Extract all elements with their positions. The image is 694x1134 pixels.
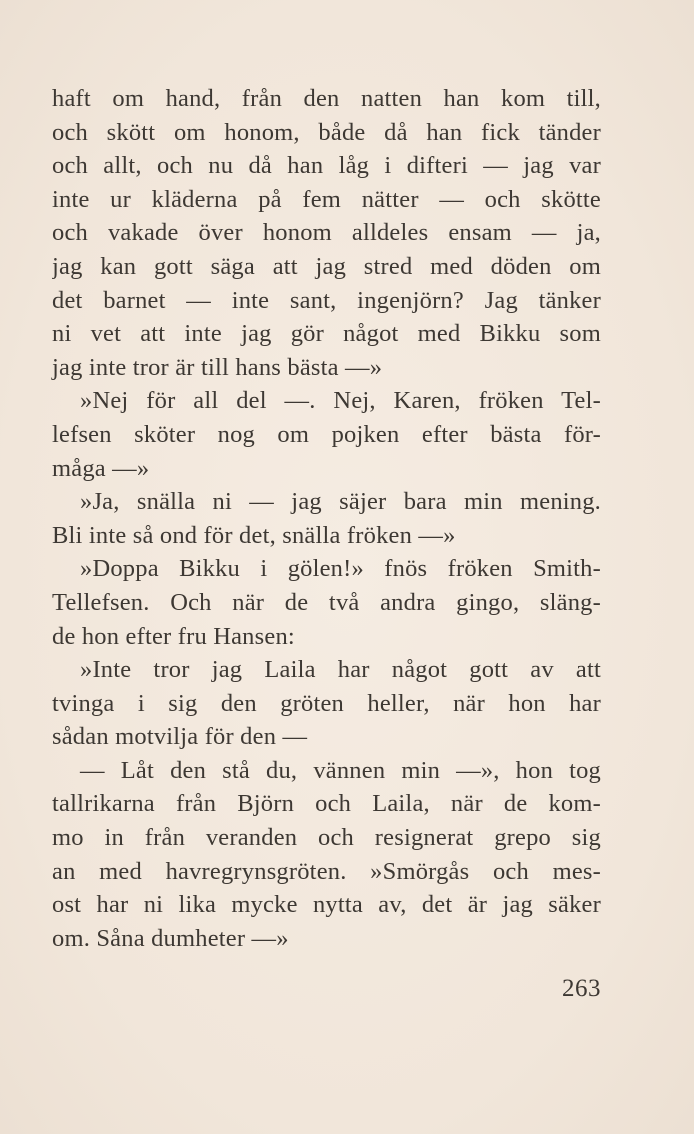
text-line: tallrikarna från Björn och Laila, när de kom-: [52, 790, 601, 818]
text-line: »Ja, snälla ni — jag säjer bara min mening.: [80, 488, 601, 516]
text-line: och allt, och nu då han låg i difteri — jag var: [52, 152, 601, 180]
text-line: mo in från veranden och resignerat grepo sig: [52, 824, 601, 852]
text-line: och skött om honom, både då han fick tänder: [52, 118, 601, 146]
text-line: ost har ni lika mycke nytta av, det är jag säker: [52, 891, 601, 919]
text-line: måga —»: [52, 454, 150, 482]
text-line: — Låt den stå du, vännen min —», hon tog: [80, 756, 601, 784]
text-line: »Inte tror jag Laila har något gott av att: [80, 656, 601, 684]
text-line: Tellefsen. Och när de två andra gingo, släng-: [52, 588, 601, 616]
text-line: de hon efter fru Hansen:: [52, 622, 295, 650]
page-number: 263: [562, 975, 601, 1002]
text-line: haft om hand, från den natten han kom till,: [52, 85, 601, 112]
text-line: tvinga i sig den gröten heller, när hon har: [52, 689, 601, 717]
body-text: [52, 82, 601, 955]
text-line: ni vet att inte jag gör något med Bikku som: [52, 320, 601, 348]
text-line: jag inte tror är till hans bästa —»: [52, 353, 383, 381]
text-line: sådan motvilja för den —: [52, 723, 308, 751]
text-line: och vakade över honom alldeles ensam — ja,: [52, 219, 601, 247]
text-line: »Nej för all del —. Nej, Karen, fröken Tel-: [80, 387, 601, 415]
text-line: jag kan gott säga att jag stred med döden om: [52, 252, 601, 280]
text-line: inte ur kläderna på fem nätter — och skötte: [52, 185, 601, 213]
text-line: det barnet — inte sant, ingenjörn? Jag tänker: [52, 286, 601, 314]
text-line: Bli inte så ond för det, snälla fröken —»: [52, 521, 456, 549]
text-line: om. Såna dumheter —»: [52, 924, 289, 952]
text-line: an med havregrynsgröten. »Smörgås och mes-: [52, 857, 601, 885]
text-line: »Doppa Bikku i gölen!» fnös fröken Smith-: [80, 555, 601, 583]
text-line: lefsen sköter nog om pojken efter bästa för-: [52, 420, 601, 448]
